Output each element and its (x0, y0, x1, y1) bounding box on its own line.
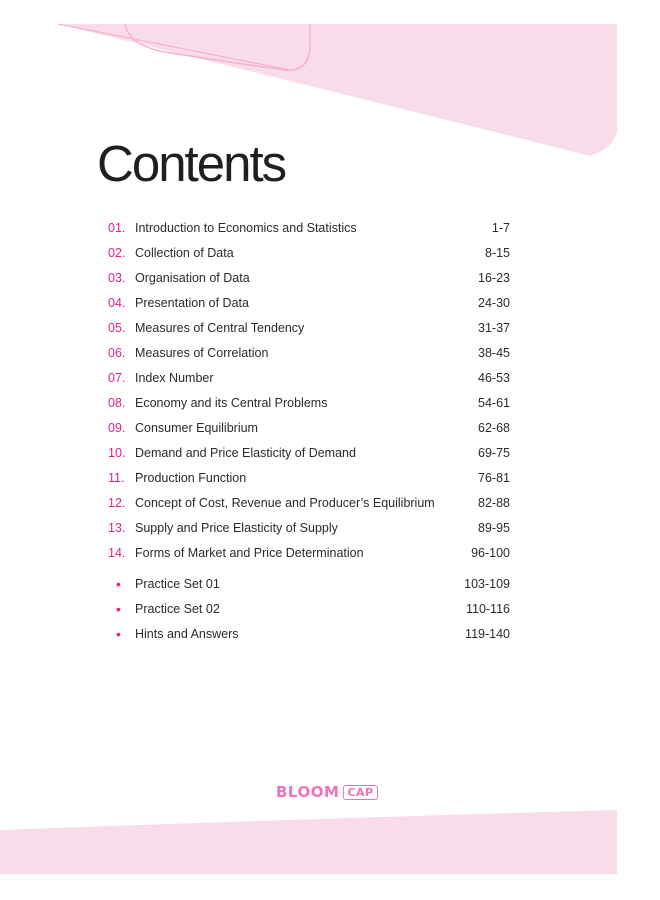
chapter-number: 14. (108, 546, 126, 560)
page-range: 31-37 (478, 321, 510, 335)
chapter-number: 09. (108, 421, 126, 435)
chapter-title: Economy and its Central Problems (135, 396, 328, 410)
toc-extra-row (104, 599, 510, 619)
toc-extra-row (104, 574, 510, 594)
toc-row (104, 243, 510, 263)
chapter-title: Index Number (135, 371, 214, 385)
chapter-title: Measures of Central Tendency (135, 321, 305, 335)
bullet-icon: • (116, 626, 121, 642)
page-range: 24-30 (478, 296, 510, 310)
chapter-number: 04. (108, 296, 126, 310)
chapter-title: Measures of Correlation (135, 346, 269, 360)
chapter-number: 13. (108, 521, 126, 535)
toc-row (104, 493, 510, 513)
publisher-logo (276, 783, 378, 801)
chapter-title: Collection of Data (135, 246, 234, 260)
page-range: 8-15 (484, 246, 510, 260)
bullet-icon: • (116, 576, 121, 592)
chapter-number: 07. (108, 371, 126, 385)
toc-row (104, 543, 510, 563)
chapter-number: 03. (108, 271, 126, 285)
logo-bloom-text: BLOOM (276, 783, 340, 801)
toc-extra-row (104, 624, 510, 644)
chapter-title: Production Function (135, 471, 247, 485)
page-range: 38-45 (478, 346, 510, 360)
chapter-title: Supply and Price Elasticity of Supply (135, 521, 338, 535)
chapter-number: 11. (108, 471, 125, 485)
toc-row (104, 268, 510, 288)
extra-title: Hints and Answers (135, 627, 239, 641)
chapter-title: Concept of Cost, Revenue and Producer’s Equilibrium (135, 496, 435, 510)
page-range: 69-75 (478, 446, 510, 460)
logo-cap-badge: CAP (343, 785, 377, 800)
document-page (0, 24, 617, 874)
chapter-title: Demand and Price Elasticity of Demand (135, 446, 356, 460)
chapter-number: 12. (108, 496, 126, 510)
toc-row (104, 218, 510, 238)
chapter-number: 08. (108, 396, 126, 410)
page-range: 82-88 (478, 496, 510, 510)
chapter-number: 05. (108, 321, 126, 335)
bottom-decor-band (0, 810, 617, 874)
toc-row (104, 393, 510, 413)
page-range: 54-61 (478, 396, 510, 410)
toc-row (104, 343, 510, 363)
extra-title: Practice Set 02 (135, 602, 220, 616)
chapter-title: Presentation of Data (135, 296, 249, 310)
page-range: 103-109 (464, 577, 510, 591)
toc-row (104, 318, 510, 338)
page-range: 46-53 (478, 371, 510, 385)
page-range: 89-95 (478, 521, 510, 535)
bullet-icon: • (116, 601, 121, 617)
page-range: 96-100 (471, 546, 510, 560)
chapter-number: 01. (108, 221, 126, 235)
chapter-number: 06. (108, 346, 126, 360)
page-range: 119-140 (465, 627, 510, 641)
toc-row (104, 418, 510, 438)
chapter-number: 10. (108, 446, 126, 460)
page-range: 1-7 (491, 221, 510, 235)
toc-row (104, 468, 510, 488)
chapter-title: Forms of Market and Price Determination (135, 546, 364, 560)
chapter-title: Organisation of Data (135, 271, 250, 285)
page-title: Contents (97, 135, 286, 192)
toc-row (104, 518, 510, 538)
extra-title: Practice Set 01 (135, 577, 220, 591)
chapter-number: 02. (108, 246, 126, 260)
chapter-title: Introduction to Economics and Statistics (135, 221, 357, 235)
toc-row (104, 443, 510, 463)
toc-row (104, 368, 510, 388)
page-range: 16-23 (478, 271, 510, 285)
page-range: 76-81 (478, 471, 510, 485)
page-range: 62-68 (478, 421, 510, 435)
chapter-title: Consumer Equilibrium (135, 421, 258, 435)
page-range: 110-116 (465, 602, 510, 616)
toc-row (104, 293, 510, 313)
